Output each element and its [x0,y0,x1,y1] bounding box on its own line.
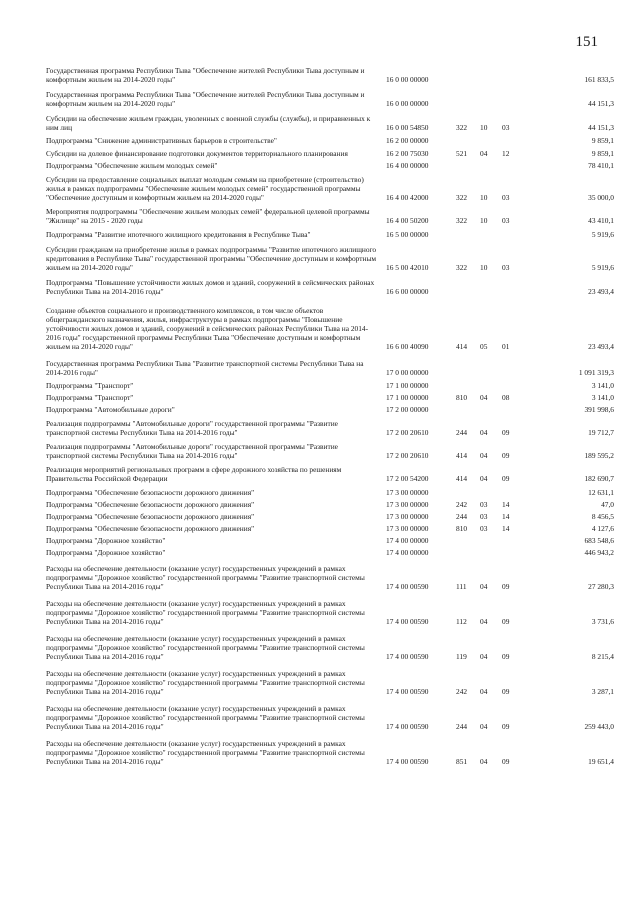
row-name: Подпрограмма "Снижение административных барьеров в строительстве" [46,136,277,145]
row-target-article: 16 0 00 00000 [386,75,429,84]
row-expense-type: 242 [456,687,468,696]
row-amount: 78 410,1 [588,161,614,170]
row-name: Подпрограмма "Транспорт" [46,393,134,402]
row-target-article: 17 2 00 20610 [386,428,429,437]
row-subsection: 12 [502,149,510,158]
table-row [46,175,614,202]
row-name: Государственная программа Республики Тыва "Развитие транспортной системы Республики Тыва на 2014-2016 годы" [46,359,364,377]
row-subsection: 03 [502,123,510,132]
table-row [46,442,614,460]
row-expense-type: 521 [456,149,468,158]
row-name: Реализация мероприятий региональных программ в сфере дорожного хозяйства по решениям Правительства Российской Федерации [46,465,342,483]
row-target-article: 16 5 00 42010 [386,263,429,272]
row-section: 04 [480,582,488,591]
row-subsection: 09 [502,757,510,766]
row-amount: 5 919,6 [591,230,614,239]
row-subsection: 09 [502,451,510,460]
row-name: Создание объектов социального и производственного комплексов, в том числе объектов общегражданского назначения, жилья, инфраструктуры в рамках подпрограммы "Повышение устойчивости жилых домов и зданий, сооружений в сейсмических районах Республики Тыва на 2014-2016 годы" государственной программы Республики Тыва "Обеспечение доступным и комфортным жильем на 2014-2020 годы" [46,306,369,351]
table-row [46,393,614,402]
row-amount: 3 141,0 [591,393,614,402]
row-subsection: 09 [502,617,510,626]
row-expense-type: 111 [456,582,467,591]
row-subsection: 09 [502,428,510,437]
row-amount: 3 731,6 [591,617,614,626]
table-row [46,359,614,377]
row-amount: 259 443,0 [584,722,614,731]
row-target-article: 17 3 00 00000 [386,488,429,497]
table-row [46,564,614,591]
row-expense-type: 322 [456,216,468,225]
row-amount: 23 493,4 [588,287,614,296]
table-row [46,419,614,437]
row-target-article: 17 4 00 00590 [386,617,429,626]
row-amount: 391 998,6 [584,405,614,414]
row-target-article: 16 0 00 54850 [386,123,429,132]
row-expense-type: 112 [456,617,467,626]
table-row [46,669,614,696]
row-section: 04 [480,617,488,626]
row-name: Расходы на обеспечение деятельности (оказание услуг) государственных учреждений в рамках подпрограммы "Дорожное хозяйство" государственной программы "Развитие транспортной системы Республики Тыва на 2014-2016 годы" [46,564,365,591]
row-section: 10 [480,123,488,132]
row-name: Субсидии на обеспечение жильем граждан, уволенных с военной службы (службы), и приравненных к ним лиц [46,114,371,132]
row-subsection: 09 [502,474,510,483]
table-row [46,149,614,158]
row-expense-type: 244 [456,428,468,437]
row-amount: 446 943,2 [584,548,614,557]
table-row [46,161,614,170]
row-target-article: 16 4 00 42000 [386,193,429,202]
table-row [46,465,614,483]
row-target-article: 16 6 00 00000 [386,287,429,296]
row-amount: 3 287,1 [591,687,614,696]
row-section: 04 [480,393,488,402]
row-target-article: 17 4 00 00000 [386,548,429,557]
row-name: Расходы на обеспечение деятельности (оказание услуг) государственных учреждений в рамках подпрограммы "Дорожное хозяйство" государственной программы "Развитие транспортной системы Республики Тыва на 2014-2016 годы" [46,599,365,626]
row-amount: 182 690,7 [584,474,614,483]
row-target-article: 16 4 00 00000 [386,161,429,170]
row-section: 03 [480,524,488,533]
row-subsection: 14 [502,524,510,533]
row-amount: 12 631,1 [588,488,614,497]
row-amount: 9 859,1 [591,136,614,145]
row-expense-type: 242 [456,500,468,509]
row-name: Подпрограмма "Повышение устойчивости жилых домов и зданий, сооружений в сейсмических районах Республики Тыва на 2014-2016 годы" [46,278,375,296]
row-amount: 4 127,6 [591,524,614,533]
row-amount: 8 456,5 [591,512,614,521]
table-row [46,136,614,145]
row-section: 10 [480,263,488,272]
row-name: Расходы на обеспечение деятельности (оказание услуг) государственных учреждений в рамках подпрограммы "Дорожное хозяйство" государственной программы "Развитие транспортной системы Республики Тыва на 2014-2016 годы" [46,704,365,731]
table-row [46,634,614,661]
budget-table [46,62,614,766]
row-subsection: 03 [502,263,510,272]
table-row [46,66,614,84]
row-expense-type: 810 [456,524,468,533]
row-section: 04 [480,428,488,437]
row-target-article: 16 6 00 40090 [386,342,429,351]
table-row [46,245,614,272]
row-section: 10 [480,193,488,202]
row-name: Подпрограмма "Обеспечение безопасности дорожного движения" [46,524,255,533]
row-amount: 44 151,3 [588,99,614,108]
row-name: Подпрограмма "Обеспечение безопасности дорожного движения" [46,488,255,497]
row-name: Реализация подпрограммы "Автомобильные дороги" государственной программы "Развитие транспортной системы Республики Тыва на 2014-2016 годы" [46,442,338,460]
row-section: 04 [480,474,488,483]
row-section: 10 [480,216,488,225]
row-name: Субсидии гражданам на приобретение жилья в рамках подпрограммы "Развитие ипотечного жилищного кредитования в Республике Тыва" государственной программы "Обеспечение доступным и комфортным жильем на 2014-2020 годы" [46,245,377,272]
row-name: Расходы на обеспечение деятельности (оказание услуг) государственных учреждений в рамках подпрограммы "Дорожное хозяйство" государственной программы "Развитие транспортной системы Республики Тыва на 2014-2016 годы" [46,634,365,661]
row-subsection: 09 [502,687,510,696]
row-name: Подпрограмма "Дорожное хозяйство" [46,536,166,545]
row-section: 04 [480,451,488,460]
row-target-article: 17 2 00 54200 [386,474,429,483]
row-amount: 683 548,6 [584,536,614,545]
table-row [46,405,614,414]
row-target-article: 17 0 00 00000 [386,368,429,377]
row-target-article: 17 1 00 00000 [386,381,429,390]
row-amount: 27 280,3 [588,582,614,591]
row-name: Расходы на обеспечение деятельности (оказание услуг) государственных учреждений в рамках подпрограммы "Дорожное хозяйство" государственной программы "Развитие транспортной системы Республики Тыва на 2014-2016 годы" [46,739,365,766]
row-amount: 161 833,5 [584,75,614,84]
row-section: 04 [480,652,488,661]
row-name: Государственная программа Республики Тыва "Обеспечение жителей Республики Тыва доступным и комфортным жильем на 2014-2020 годы" [46,90,365,108]
row-target-article: 16 2 00 00000 [386,136,429,145]
row-amount: 8 215,4 [591,652,614,661]
table-row [46,512,614,521]
table-row [46,114,614,132]
table-row [46,230,614,239]
row-amount: 5 919,6 [591,263,614,272]
table-row [46,599,614,626]
row-target-article: 17 4 00 00000 [386,536,429,545]
row-target-article: 16 5 00 00000 [386,230,429,239]
table-row [46,90,614,108]
table-row [46,548,614,557]
row-target-article: 16 2 00 75030 [386,149,429,158]
row-amount: 43 410,1 [588,216,614,225]
row-name: Расходы на обеспечение деятельности (оказание услуг) государственных учреждений в рамках подпрограммы "Дорожное хозяйство" государственной программы "Развитие транспортной системы Республики Тыва на 2014-2016 годы" [46,669,365,696]
row-target-article: 17 4 00 00590 [386,757,429,766]
row-expense-type: 414 [456,474,468,483]
table-row [46,306,614,351]
row-target-article: 17 3 00 00000 [386,512,429,521]
row-expense-type: 322 [456,263,468,272]
row-section: 04 [480,757,488,766]
row-amount: 19 712,7 [588,428,614,437]
row-subsection: 09 [502,582,510,591]
table-row [46,381,614,390]
row-target-article: 17 2 00 20610 [386,451,429,460]
row-section: 03 [480,500,488,509]
row-target-article: 17 4 00 00590 [386,582,429,591]
row-name: Государственная программа Республики Тыва "Обеспечение жителей Республики Тыва доступным и комфортным жильем на 2014-2020 годы" [46,66,365,84]
row-section: 05 [480,342,488,351]
table-row [46,536,614,545]
row-amount: 35 000,0 [588,193,614,202]
row-expense-type: 244 [456,512,468,521]
row-amount: 3 141,0 [591,381,614,390]
table-row [46,207,614,225]
row-amount: 19 651,4 [588,757,614,766]
page-number: 151 [575,34,598,50]
row-name: Мероприятия подпрограммы "Обеспечение жильем молодых семей" федеральной целевой программы "Жилище" на 2015 - 2020 годы [46,207,370,225]
row-expense-type: 244 [456,722,468,731]
row-subsection: 14 [502,500,510,509]
row-target-article: 17 4 00 00590 [386,652,429,661]
table-row [46,704,614,731]
row-expense-type: 851 [456,757,468,766]
row-target-article: 16 4 00 50200 [386,216,429,225]
row-expense-type: 414 [456,451,468,460]
row-target-article: 17 2 00 00000 [386,405,429,414]
table-row [46,488,614,497]
row-target-article: 16 0 00 00000 [386,99,429,108]
row-target-article: 17 3 00 00000 [386,524,429,533]
table-row [46,278,614,296]
row-expense-type: 810 [456,393,468,402]
row-amount: 1 091 319,3 [578,368,614,377]
row-name: Подпрограмма "Обеспечение безопасности дорожного движения" [46,512,255,521]
row-amount: 23 493,4 [588,342,614,351]
row-name: Подпрограмма "Обеспечение жильем молодых семей" [46,161,218,170]
row-name: Подпрограмма "Транспорт" [46,381,134,390]
row-subsection: 09 [502,652,510,661]
row-name: Подпрограмма "Обеспечение безопасности дорожного движения" [46,500,255,509]
row-name: Подпрограмма "Развитие ипотечного жилищного кредитования в Республике Тыва" [46,230,311,239]
table-row [46,739,614,766]
row-name: Подпрограмма "Дорожное хозяйство" [46,548,166,557]
row-name: Подпрограмма "Автомобильные дороги" [46,405,175,414]
row-section: 04 [480,149,488,158]
row-name: Субсидии на предоставление социальных выплат молодым семьям на приобретение (строительство) жилья в рамках подпрограммы "Обеспечение жильем молодых семей" государственной программы "Обеспечение доступным и комфортным жильем на 2014-2020 годы" [46,175,364,202]
row-name: Субсидии на долевое финансирование подготовки документов территориального планирования [46,149,348,158]
row-expense-type: 322 [456,123,468,132]
row-subsection: 08 [502,393,510,402]
table-row [46,524,614,533]
row-section: 03 [480,512,488,521]
row-amount: 47,0 [601,500,614,509]
row-subsection: 03 [502,193,510,202]
row-amount: 9 859,1 [591,149,614,158]
row-subsection: 03 [502,216,510,225]
table-row [46,500,614,509]
row-target-article: 17 4 00 00590 [386,722,429,731]
row-expense-type: 322 [456,193,468,202]
row-target-article: 17 1 00 00000 [386,393,429,402]
row-amount: 44 151,3 [588,123,614,132]
row-section: 04 [480,687,488,696]
row-subsection: 14 [502,512,510,521]
row-subsection: 01 [502,342,510,351]
row-section: 04 [480,722,488,731]
row-expense-type: 119 [456,652,467,661]
row-name: Реализация подпрограммы "Автомобильные дороги" государственной программы "Развитие транспортной системы Республики Тыва на 2014-2016 годы" [46,419,338,437]
row-target-article: 17 4 00 00590 [386,687,429,696]
row-target-article: 17 3 00 00000 [386,500,429,509]
row-amount: 189 595,2 [584,451,614,460]
row-subsection: 09 [502,722,510,731]
row-expense-type: 414 [456,342,468,351]
